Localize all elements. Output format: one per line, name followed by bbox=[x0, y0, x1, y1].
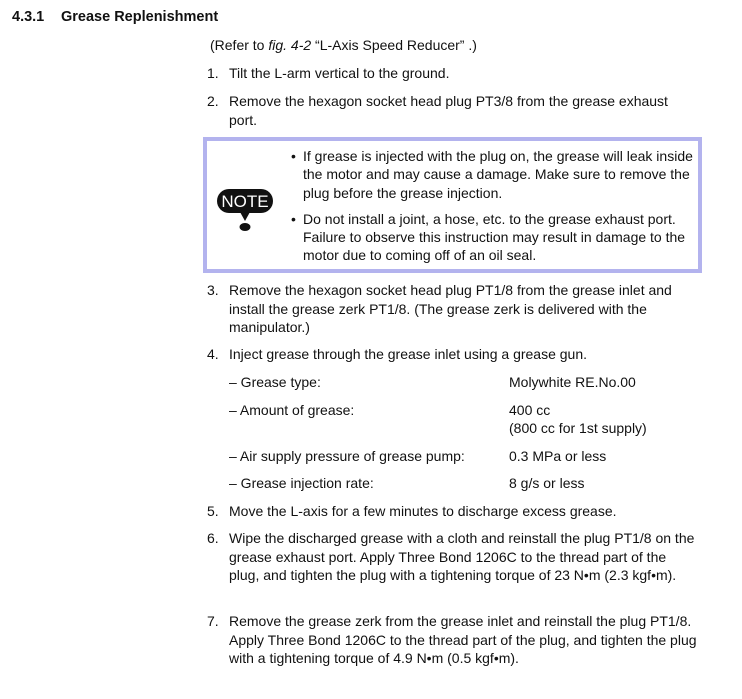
section-heading bbox=[12, 9, 218, 25]
note-box bbox=[203, 137, 702, 273]
step-5: 5. Move the L-axis for a few minutes to discharge excess grease. bbox=[207, 503, 617, 519]
step-1: 1. Tilt the L-arm vertical to the ground. bbox=[207, 65, 450, 81]
note-bullet: • Do not install a joint, a hose, etc. to the grease exhaust port. Failure to observe this instruction may result in damage to the motor due to coming off of an oil seal. bbox=[291, 210, 686, 264]
step-3: 3. Remove the hexagon socket head plug PT1/8 from the grease inlet and install the grease zerk PT1/8. (The grease zerk is delivered with the manipulator.) bbox=[207, 282, 672, 335]
section-title: Grease Replenishment bbox=[61, 9, 219, 25]
note-bullets bbox=[291, 147, 697, 273]
figure-reference: (Refer to fig. 4-2 “L-Axis Speed Reducer” .) bbox=[210, 37, 477, 53]
note-icon bbox=[216, 185, 276, 235]
step-4: 4. Inject grease through the grease inlet using a grease gun. bbox=[207, 346, 588, 362]
step-2: 2. Remove the hexagon socket head plug PT3/8 from the grease exhaust port. bbox=[207, 93, 668, 128]
figure-link: fig. 4-2 bbox=[268, 37, 312, 53]
note-bullet: • If grease is injected with the plug on, the grease will leak inside the motor and may cause a damage. Make sure to remove the plug before the grease injection. bbox=[291, 148, 693, 201]
step-7: 7. Remove the grease zerk from the grease inlet and reinstall the plug PT1/8. Apply Three Bond 1206C to the thread part of the plug, and tighten the plug with a tightening torque of 4.9 N•m (0.5 kgf•m). bbox=[207, 613, 697, 666]
note-badge-label: NOTE bbox=[221, 192, 269, 211]
step-6: 6. Wipe the discharged grease with a cloth and reinstall the plug PT1/8 on the grease exhaust port. Apply Three Bond 1206C to the thread part of the plug, and tighten the plug with a tightening torque of 23 N•m (2.3 kgf•m). bbox=[207, 530, 695, 583]
section-number: 4.3.1 bbox=[12, 9, 45, 25]
